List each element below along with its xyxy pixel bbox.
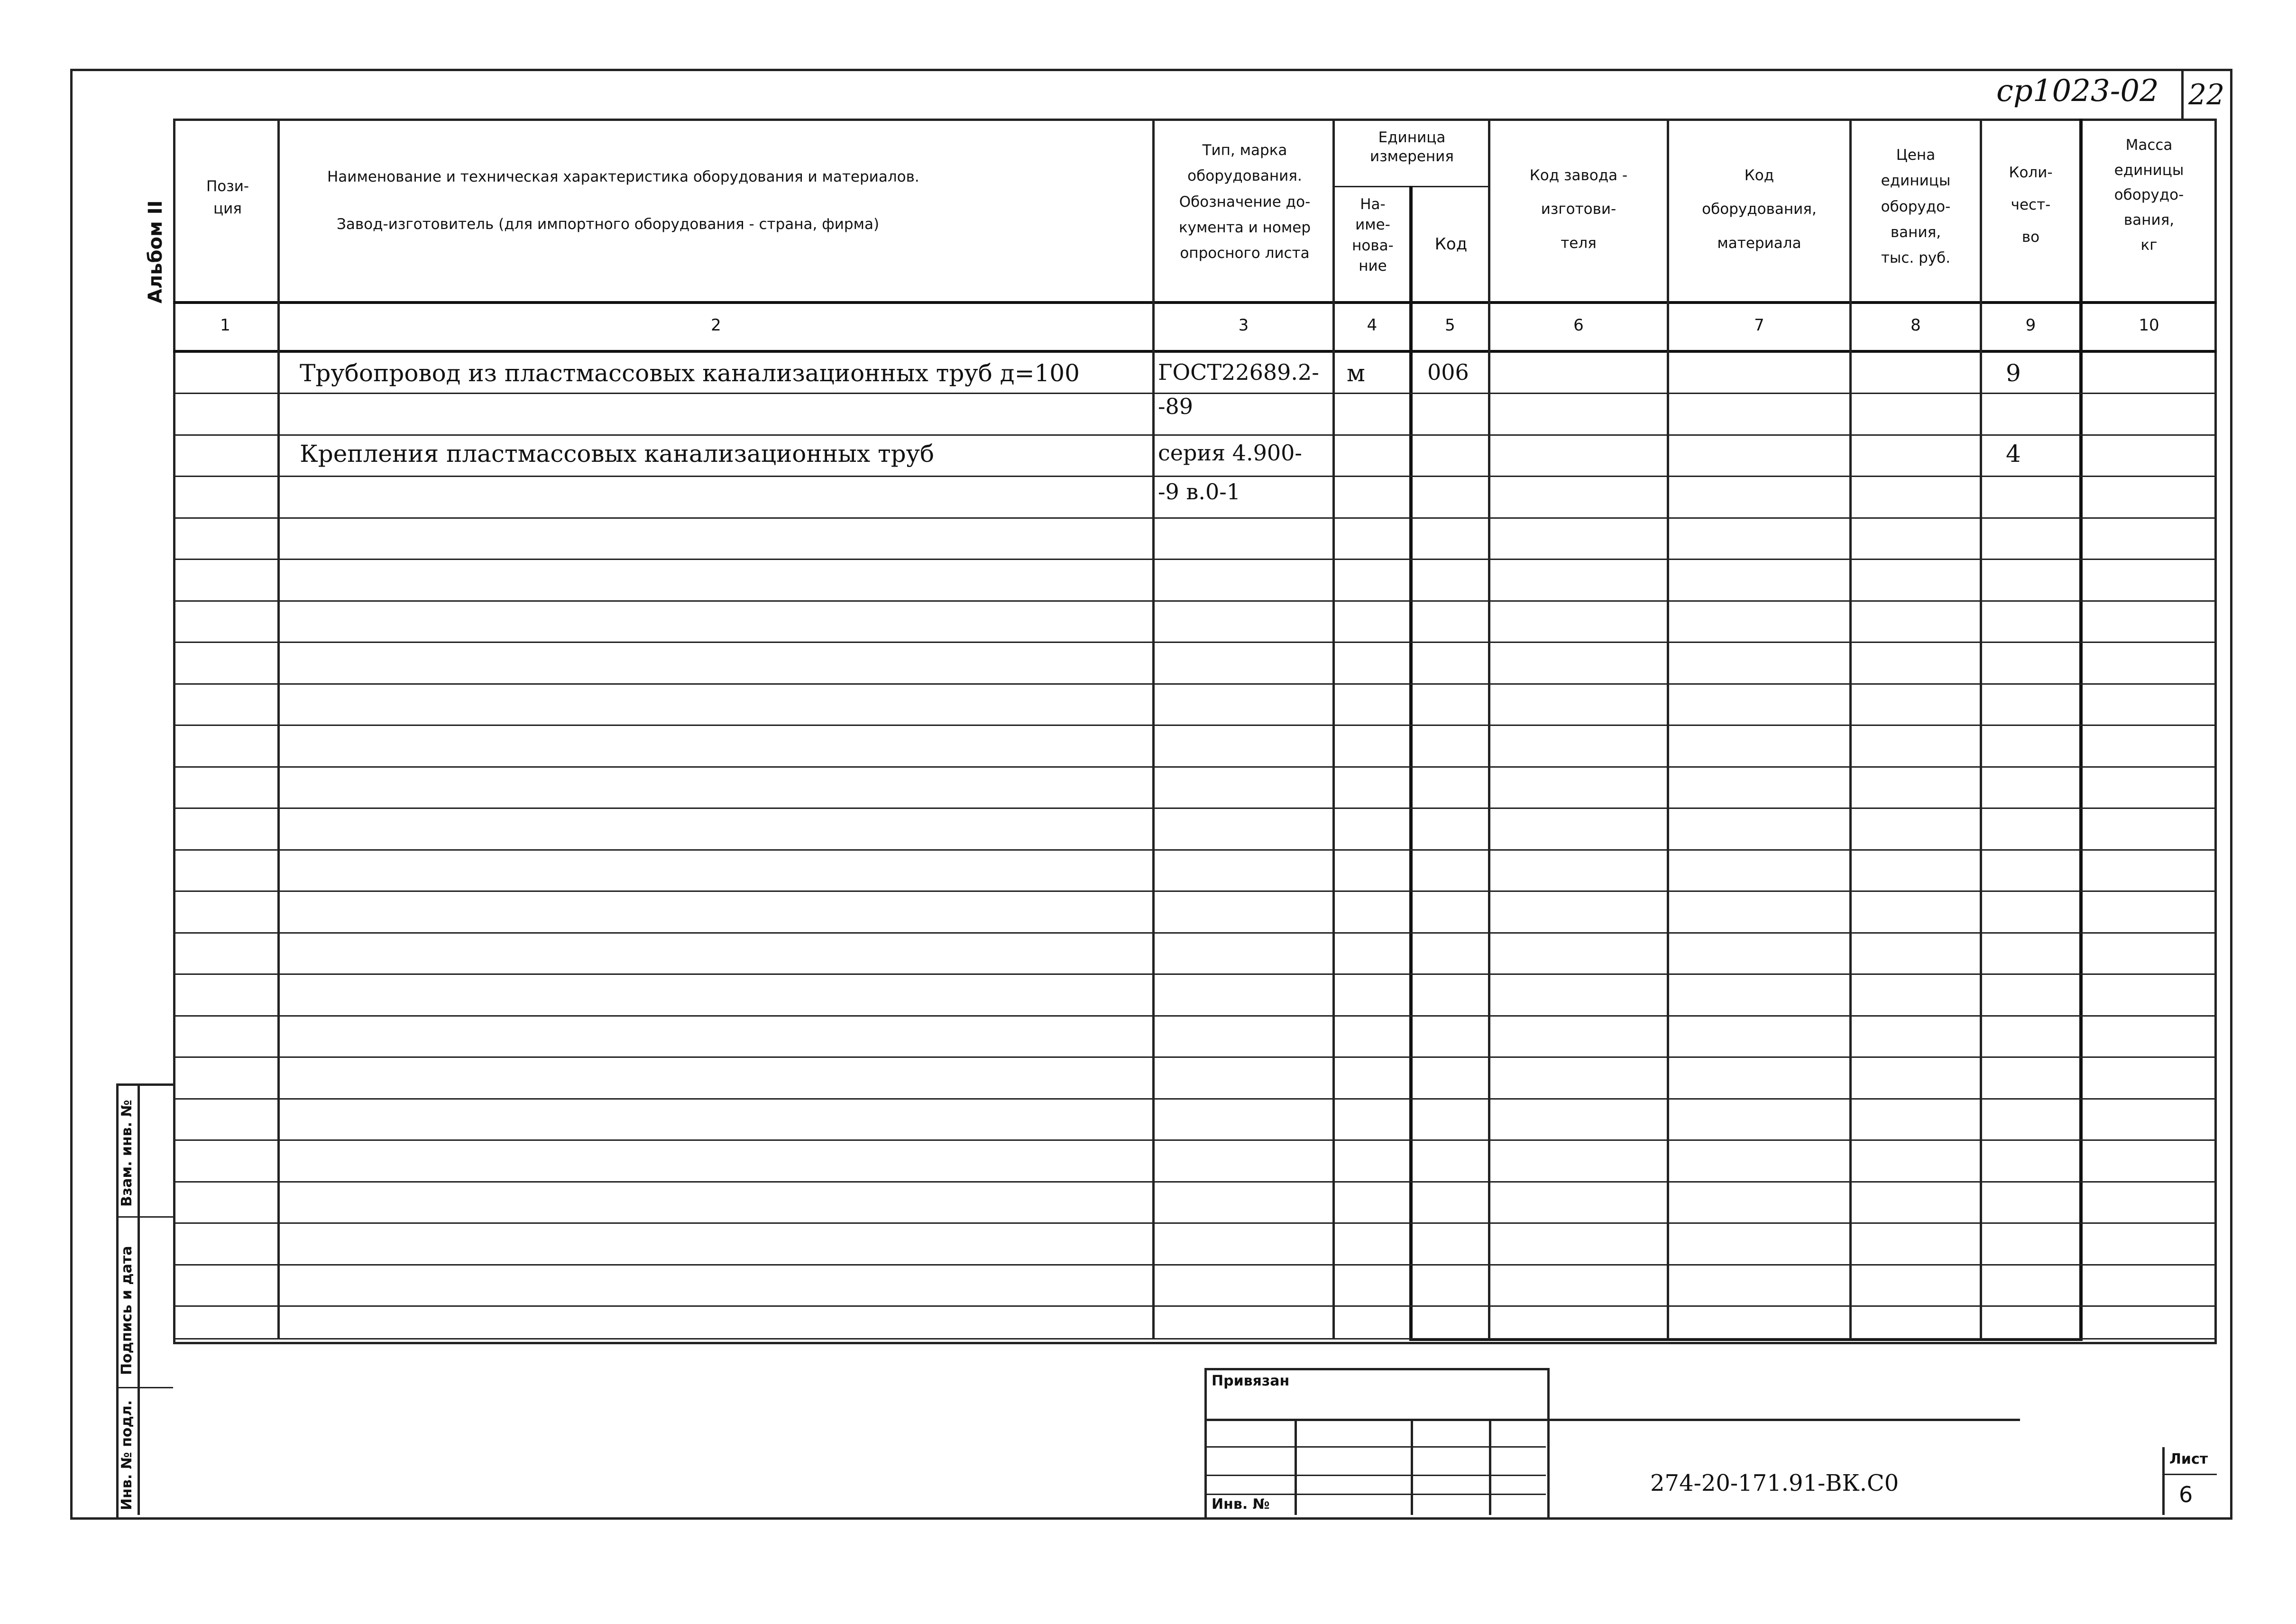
row1-type-line1: ГОСТ22689.2-: [1158, 359, 1319, 385]
colnum-9: 9: [2025, 316, 2036, 335]
bound-line4: [1204, 1494, 1546, 1495]
table-row-line: [173, 600, 2217, 602]
table-row-line: [173, 1264, 2217, 1266]
table-row-line: [173, 642, 2217, 643]
table-row-line: [173, 683, 2217, 685]
side-stamp-div2: [116, 1387, 173, 1388]
bound-line1: [1204, 1419, 2020, 1421]
table-row-line: [173, 476, 2217, 477]
colnum-5: 5: [1445, 316, 1455, 335]
colnum-2: 2: [711, 316, 721, 335]
col-line-1: [277, 119, 280, 1340]
row1-name: Трубопровод из пластмассовых канализационных труб д=100: [300, 359, 1080, 387]
sheet-number: 6: [2179, 1482, 2193, 1507]
album-label: Альбом II: [145, 200, 166, 303]
table-row-line: [173, 393, 2217, 394]
row2-name: Крепления пластмассовых канализационных труб: [300, 440, 935, 468]
bound-label: Привязан: [1212, 1373, 1290, 1389]
header-unit-name: На- име- нова- ние: [1352, 196, 1394, 275]
table-row-line: [173, 1098, 2217, 1100]
header-unit-code: Код: [1434, 235, 1468, 254]
table-row-line: [173, 517, 2217, 519]
table-row-line: [173, 807, 2217, 809]
table-row-line: [173, 973, 2217, 975]
document-code: 274-20-171.91-ВК.С0: [1650, 1470, 1899, 1496]
bound-vline1: [1295, 1419, 1297, 1515]
sheet-box-divider: [2162, 1474, 2217, 1475]
sheet-code: ср1023-02: [1996, 73, 2159, 109]
col-line-7: [1849, 119, 1852, 1340]
row1-unit-code: 006: [1427, 359, 1469, 385]
page-corner-number: 22: [2188, 78, 2225, 111]
row2-type-line1: серия 4.900-: [1158, 440, 1302, 466]
col-line-3: [1332, 119, 1335, 1340]
table-row-line: [173, 1139, 2217, 1141]
table-row-line: [173, 434, 2217, 436]
table-row-line: [173, 890, 2217, 892]
colnum-10: 10: [2139, 316, 2159, 335]
table-row-line: [173, 1181, 2217, 1183]
header-quantity: Коли- чест- во: [2009, 164, 2053, 246]
header-unit-mass: Масса единицы оборудо- вания, кг: [2114, 137, 2184, 254]
table-row-line: [173, 559, 2217, 560]
colnum-3: 3: [1238, 316, 1249, 335]
table-row-line: [173, 1305, 2217, 1307]
colnum-1: 1: [220, 316, 230, 335]
table-row-line: [173, 1015, 2217, 1017]
col-line-9: [2079, 119, 2083, 1340]
row1-unit: м: [1347, 359, 1365, 387]
row2-quantity: 4: [2006, 440, 2021, 468]
bound-vline2: [1411, 1419, 1413, 1515]
table-row-line: [173, 932, 2217, 934]
colnum-6: 6: [1573, 316, 1584, 335]
header-name-line2: Завод-изготовитель (для импортного оборудования - страна, фирма): [337, 216, 880, 233]
col-line-2: [1152, 119, 1155, 1340]
table-row-line: [173, 725, 2217, 726]
col-line-8: [1980, 119, 1982, 1340]
corner-box-divider: [2181, 69, 2184, 121]
inv-label: Инв. №: [1212, 1496, 1270, 1513]
table-row-line: [173, 849, 2217, 851]
row1-quantity: 9: [2006, 359, 2021, 387]
col-line-5: [1488, 119, 1490, 1340]
header-unit-group: Единица измерения: [1370, 129, 1454, 165]
header-manufacturer-code: Код завода - изготови- теля: [1529, 167, 1628, 252]
colnum-4: 4: [1367, 316, 1378, 335]
header-position: Пози- ция: [206, 178, 249, 217]
header-equipment-code: Код оборудования, материала: [1702, 167, 1817, 252]
header-unit-price: Цена единицы оборудо- вания, тыс. руб.: [1881, 147, 1951, 266]
header-name-line1: Наименование и техническая характеристика оборудования и материалов.: [327, 168, 919, 185]
bound-line3: [1204, 1475, 1546, 1476]
stamp-inv-orig: Инв. № подл.: [119, 1400, 135, 1510]
colnum-8: 8: [1910, 316, 1921, 335]
header-divider: [173, 301, 2217, 304]
col-line-6: [1667, 119, 1669, 1340]
side-stamp-div1: [116, 1216, 173, 1218]
col-line-4: [1409, 186, 1413, 1340]
row1-type-line2: -89: [1158, 394, 1194, 419]
sheet-label: Лист: [2169, 1451, 2208, 1468]
bound-vline3: [1489, 1419, 1491, 1515]
table-row-line: [173, 1056, 2217, 1058]
table-body-bottom: [173, 1338, 2217, 1340]
header-type: Тип, марка оборудования. Обозначение до- кумента и номер опросного листа: [1178, 142, 1311, 262]
stamp-inv-replace: Взам. инв. №: [119, 1100, 135, 1207]
bound-line2: [1204, 1446, 1546, 1448]
stamp-sign-date: Подпись и дата: [119, 1246, 135, 1375]
side-stamp-inner: [138, 1083, 140, 1515]
table-row-line: [173, 766, 2217, 768]
table-row-line: [173, 1222, 2217, 1224]
colnum-7: 7: [1754, 316, 1764, 335]
row2-type-line2: -9 в.0-1: [1158, 479, 1241, 505]
colnum-divider: [173, 350, 2217, 353]
